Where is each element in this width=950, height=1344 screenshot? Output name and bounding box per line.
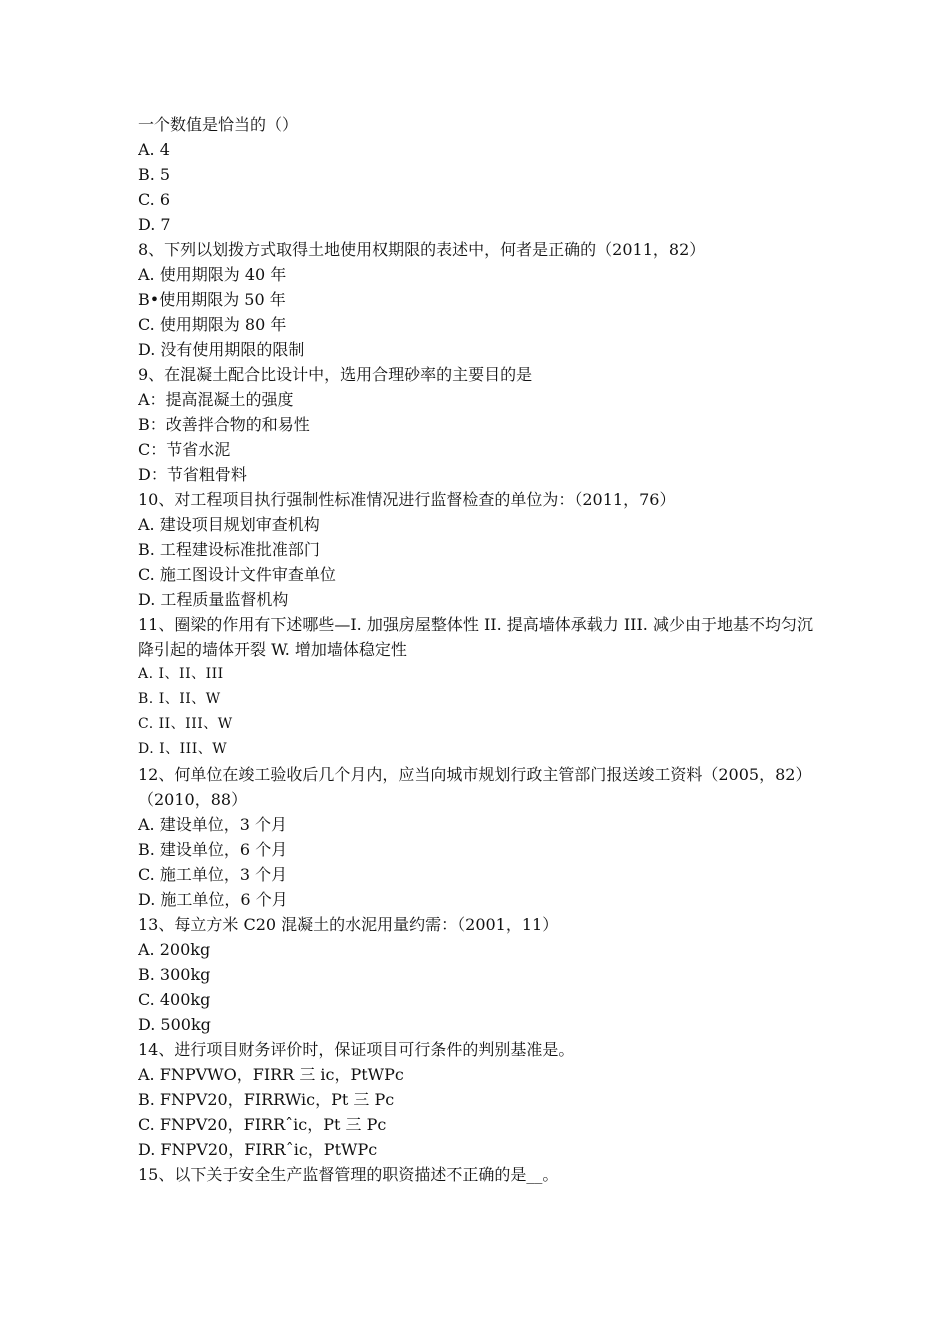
q12-option-b: B. 建设单位，6 个月 xyxy=(138,840,288,859)
q13-option-c: C. 400kg xyxy=(138,990,211,1009)
q12-option-d: D. 施工单位，6 个月 xyxy=(138,890,288,909)
q13-option-d: D. 500kg xyxy=(138,1015,211,1034)
document-body xyxy=(138,112,818,1187)
q7-option-b: B. 5 xyxy=(138,165,171,184)
q10-option-d: D. 工程质量监督机构 xyxy=(138,590,289,609)
q7-option-d: D. 7 xyxy=(138,215,171,234)
q12-option-a: A. 建设单位，3 个月 xyxy=(138,815,287,834)
q9-option-b: B：改善拌合物的和易性 xyxy=(138,415,310,434)
q8-option-d: D. 没有使用期限的限制 xyxy=(138,340,305,359)
q10-option-a: A. 建设项目规划审查机构 xyxy=(138,515,320,534)
q10-option-b: B. 工程建设标准批准部门 xyxy=(138,540,320,559)
question-14-stem: 14、进行项目财务评价时，保证项目可行条件的判别基准是。 xyxy=(138,1040,575,1059)
q9-option-d: D：节省粗骨料 xyxy=(138,465,247,484)
q11-option-d: D. I、III、W xyxy=(138,741,228,757)
q14-option-d: D. FNPV20，FIRRˆic，PtWPc xyxy=(138,1140,378,1159)
q8-option-b: B•使用期限为 50 年 xyxy=(138,290,286,309)
question-8-stem: 8、下列以划拨方式取得土地使用权期限的表述中，何者是正确的（2011，82） xyxy=(138,240,706,259)
question-15-stem: 15、以下关于安全生产监督管理的职资描述不正确的是__。 xyxy=(138,1165,559,1184)
q14-option-b: B. FNPV20，FIRRWic，Pt 三 Pc xyxy=(138,1090,395,1109)
q10-option-c: C. 施工图设计文件审查单位 xyxy=(138,565,336,584)
q11-option-c: C. II、III、W xyxy=(138,716,233,732)
q11-option-b: B. I、II、W xyxy=(138,691,221,707)
question-12-stem: 12、何单位在竣工验收后几个月内，应当向城市规划行政主管部门报送竣工资料（2005，82）（2010，88） xyxy=(138,765,812,809)
question-9-stem: 9、在混凝土配合比设计中，选用合理砂率的主要目的是 xyxy=(138,365,533,384)
q9-option-a: A：提高混凝土的强度 xyxy=(138,390,294,409)
q14-option-c: C. FNPV20，FIRRˆic，Pt 三 Pc xyxy=(138,1115,387,1134)
q8-option-a: A. 使用期限为 40 年 xyxy=(138,265,287,284)
question-7-stem-tail: 一个数值是恰当的（） xyxy=(138,115,299,134)
q11-option-a: A. I、II、III xyxy=(138,666,224,682)
question-13-stem: 13、每立方米 C20 混凝土的水泥用量约需：（2001，11） xyxy=(138,915,559,934)
q13-option-b: B. 300kg xyxy=(138,965,211,984)
q7-option-a: A. 4 xyxy=(138,140,170,159)
q9-option-c: C：节省水泥 xyxy=(138,440,231,459)
question-10-stem: 10、对工程项目执行强制性标准情况进行监督检查的单位为：（2011，76） xyxy=(138,490,676,509)
q8-option-c: C. 使用期限为 80 年 xyxy=(138,315,287,334)
q7-option-c: C. 6 xyxy=(138,190,171,209)
q14-option-a: A. FNPVWO，FIRR 三 ic，PtWPc xyxy=(138,1065,404,1084)
q12-option-c: C. 施工单位，3 个月 xyxy=(138,865,288,884)
question-11-stem: 11、圈梁的作用有下述哪些—I. 加强房屋整体性 II. 提高墙体承载力 III. 减少由于地基不均匀沉降引起的墙体开裂 W. 增加墙体稳定性 xyxy=(138,615,813,659)
q13-option-a: A. 200kg xyxy=(138,940,211,959)
